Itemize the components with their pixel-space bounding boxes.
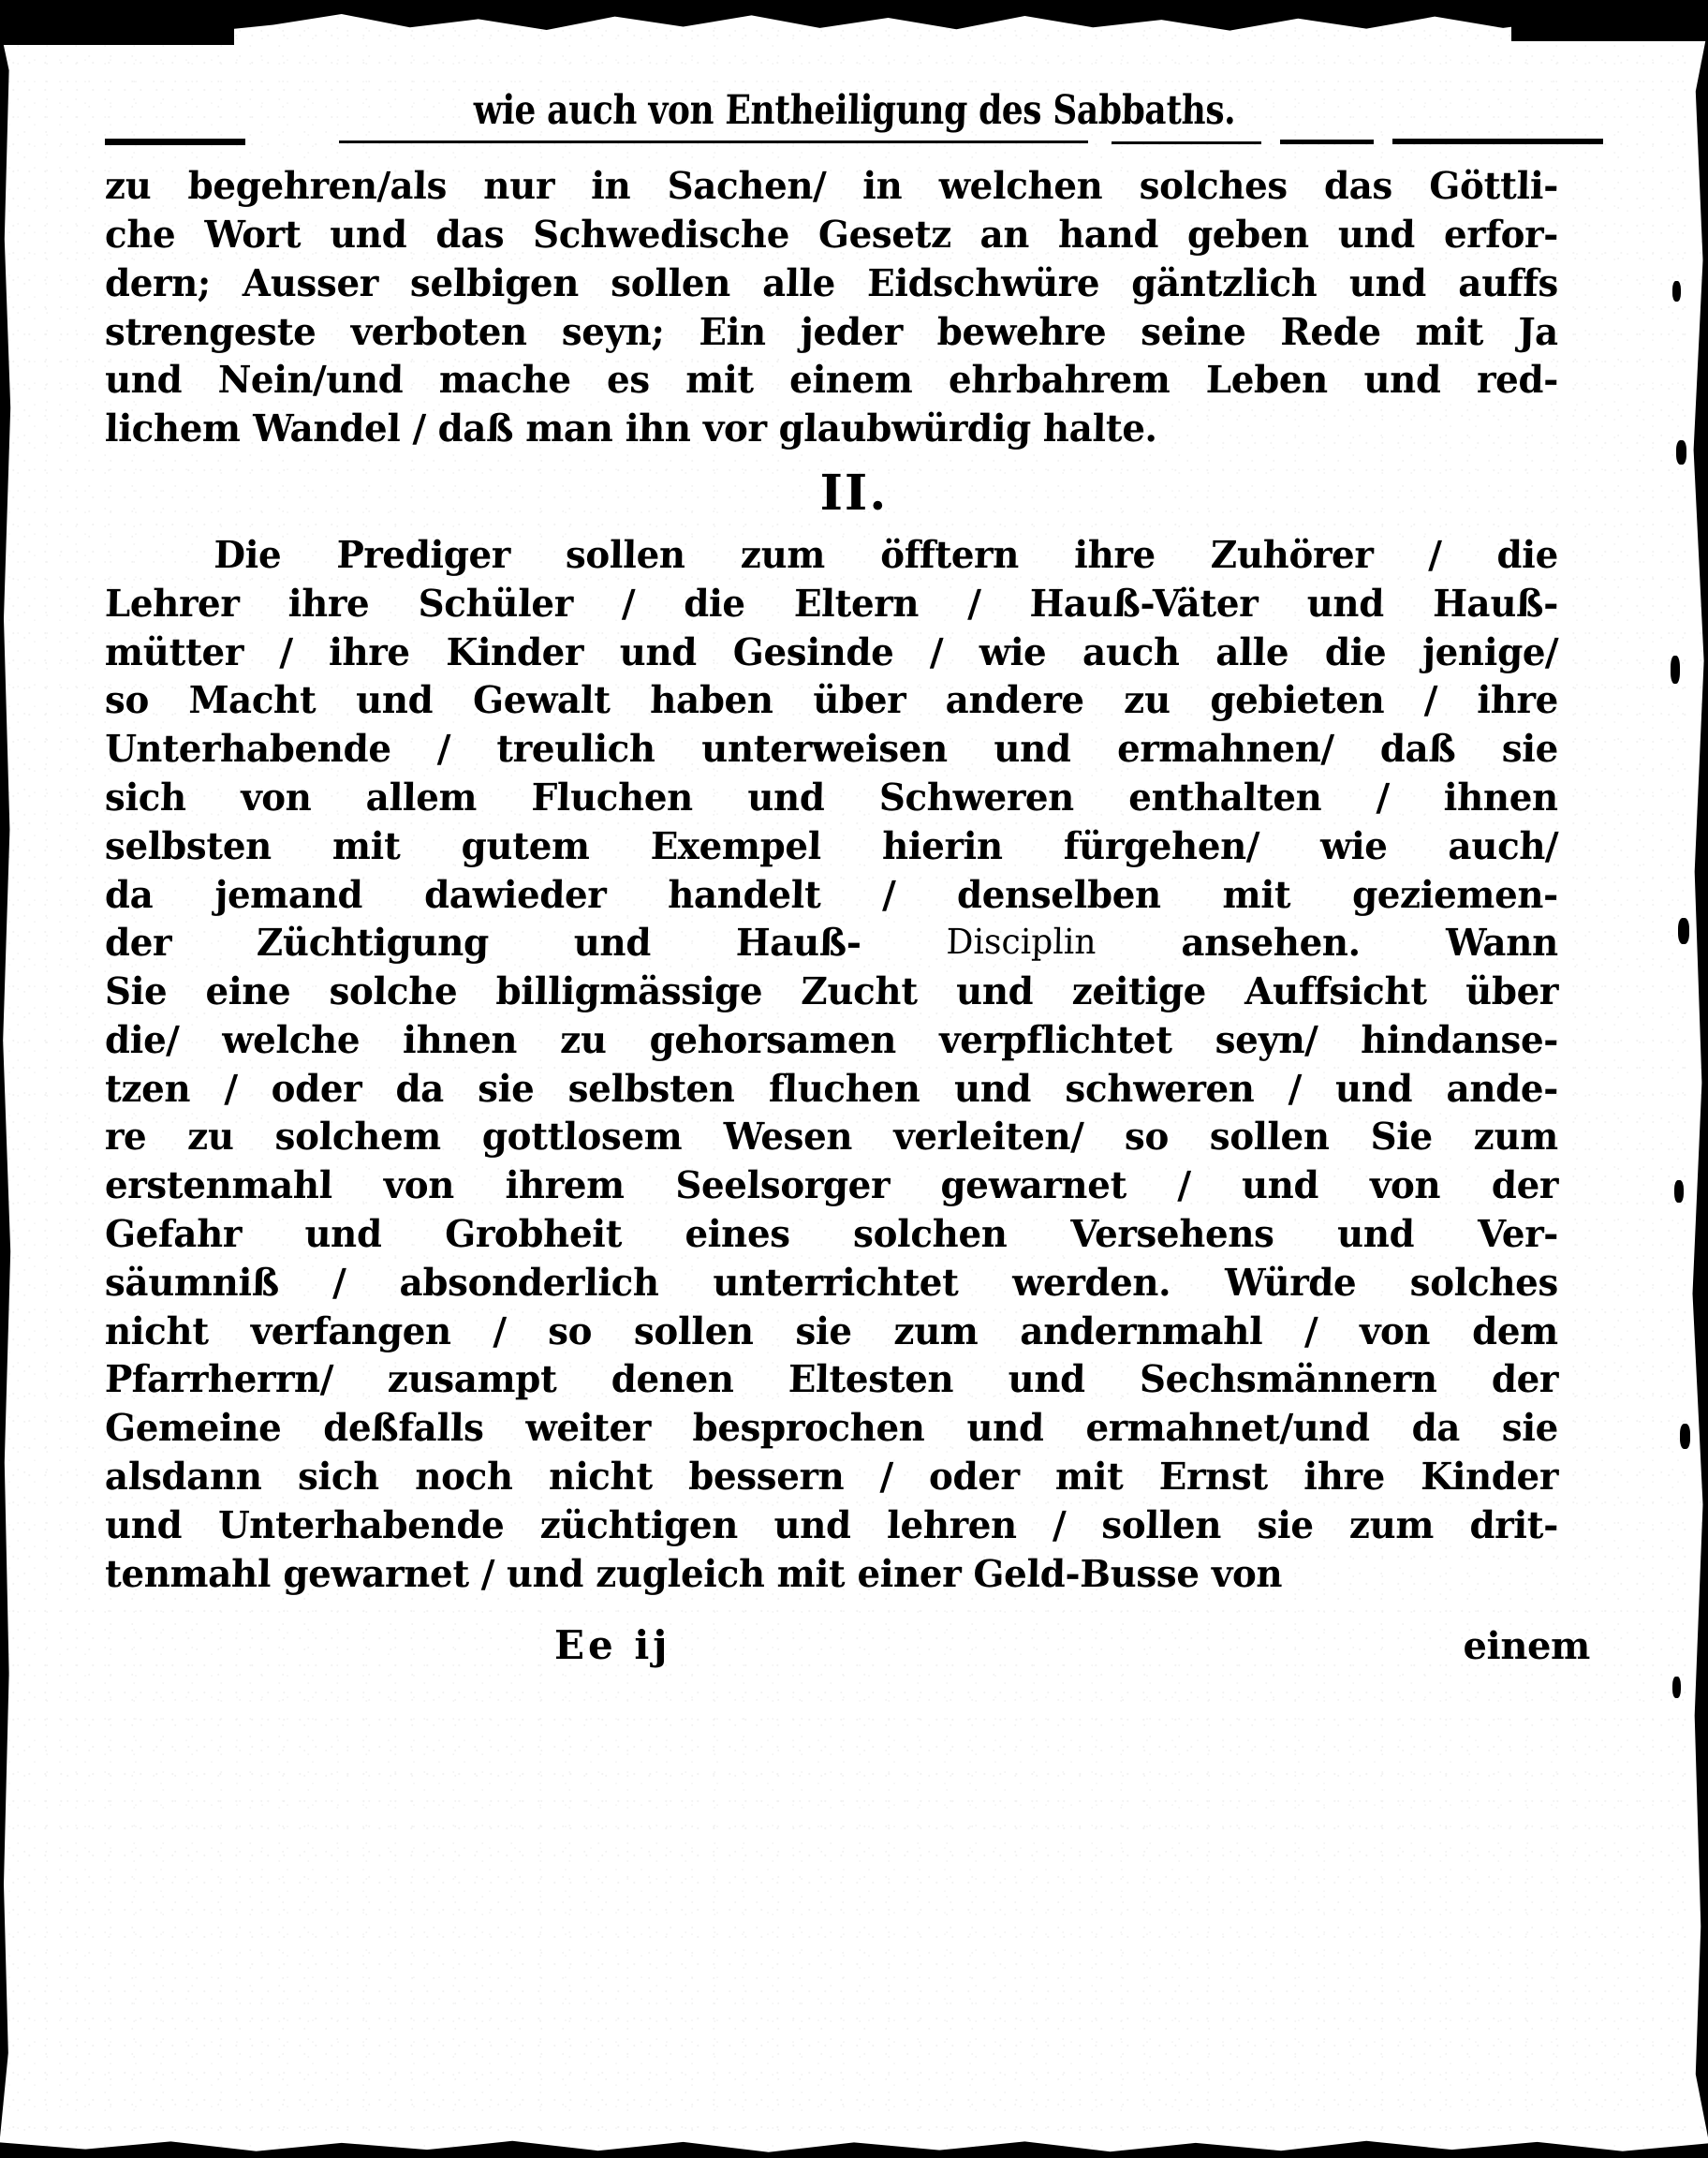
section-number: II. [819, 464, 889, 522]
scan-speckle [1672, 281, 1681, 302]
scan-edge-bottom [0, 2134, 1708, 2158]
scan-speckle [1674, 1180, 1684, 1203]
signature-mark: Ee ij [554, 1622, 671, 1669]
header-rule-segment [1112, 141, 1261, 144]
text-line: sich von allem Fluchen und Schweren enthalten / ihnen [104, 775, 1559, 820]
text-line: die/ welche ihnen zu gehorsamen verpflichtet seyn/ hindanse- [104, 1017, 1559, 1062]
text-line: alsdann sich noch nicht bessern / oder mit Ernst ihre Kinder [104, 1455, 1559, 1500]
text-line: tzen / oder da sie selbsten fluchen und schweren / und ande- [104, 1066, 1559, 1111]
text-line: zu begehren/als nur in Sachen/ in welchen solches das Göttli- [104, 164, 1559, 209]
text-line: re zu solchem gottlosem Wesen verleiten/ so sollen Sie zum [104, 1115, 1559, 1160]
header-rule-segment [1280, 140, 1374, 144]
text-line: nicht verfangen / so sollen sie zum andernmahl / von dem [104, 1308, 1559, 1353]
header-rule [105, 136, 1603, 149]
text-line: lichem Wandel / daß man ihn vor glaubwürdig halte. [104, 406, 1158, 451]
text-line: und Unterhabende züchtigen und lehren / sollen sie zum drit- [104, 1502, 1559, 1547]
antiqua-loanword: Disciplin [946, 921, 1097, 963]
text-line: tenmahl gewarnet / und zugleich mit einer Geld-Busse von [104, 1551, 1283, 1596]
text-line: Die Prediger sollen zum öfftern ihre Zuhörer / die [213, 532, 1559, 577]
header-rule-segment [339, 140, 1088, 143]
scan-edge-top [0, 0, 1708, 32]
scan-speckle [1671, 656, 1680, 684]
scan-speckle [1676, 440, 1686, 465]
text-line: selbsten mit gutem Exempel hierin fürgehen/ wie auch/ [104, 823, 1559, 868]
text-line: Pfarrherrn/ zusampt denen Eltesten und Sechsmännern der [104, 1357, 1559, 1402]
text-line: und Nein/und mache es mit einem ehrbahrem Leben und red- [104, 358, 1559, 403]
text-line: so Macht und Gewalt haben über andere zu gebieten / ihre [104, 678, 1559, 723]
text-line: der Züchtigung und Hauß- Disciplin ansehen. Wann [104, 919, 1558, 968]
scan-speckle [1680, 1424, 1690, 1449]
scan-edge-right [1687, 28, 1708, 2137]
scan-edge-top-left-block [0, 0, 234, 45]
text-line: Gefahr und Grobheit eines solchen Versehens und Ver- [104, 1212, 1559, 1257]
scan-edge-top-right-block [1511, 0, 1708, 41]
scan-edge-left [0, 28, 15, 2137]
page-header: wie auch von Entheiligung des Sabbaths. [473, 87, 1237, 134]
text-line: dern; Ausser selbigen sollen alle Eidschwüre gäntzlich und auffs [104, 260, 1559, 305]
text-line: mütter / ihre Kinder und Gesinde / wie auch alle die jenige/ [104, 629, 1559, 674]
text-line: erstenmahl von ihrem Seelsorger gewarnet / und von der [104, 1163, 1559, 1208]
scan-speckle [1672, 1677, 1681, 1698]
text-line: Lehrer ihre Schüler / die Eltern / Hauß-Väter und Hauß- [104, 581, 1559, 626]
scan-speckle [1678, 918, 1689, 944]
header-rule-segment [1392, 139, 1603, 144]
header-rule-segment [105, 139, 245, 145]
page-text-block [104, 87, 1603, 1680]
text-line: strengeste verboten seyn; Ein jeder bewehre seine Rede mit Ja [104, 309, 1559, 354]
catchword: einem [1463, 1624, 1590, 1669]
text-line: Gemeine deßfalls weiter besprochen und ermahnet/und da sie [104, 1406, 1559, 1451]
page-footer [105, 1622, 1603, 1680]
text-line: che Wort und das Schwedische Gesetz an hand geben und erfor- [104, 212, 1559, 257]
paragraph-article-two [105, 531, 1603, 1599]
text-line: Unterhabende / treulich unterweisen und ermahnen/ daß sie [104, 727, 1559, 772]
text-line: da jemand dawieder handelt / denselben mit geziemen- [104, 872, 1559, 917]
text-line: Sie eine solche billigmässige Zucht und zeitige Auffsicht über [104, 969, 1559, 1014]
text-line: säumniß / absonderlich unterrichtet werden. Würde solches [104, 1260, 1559, 1305]
paragraph-continuation [105, 162, 1603, 453]
